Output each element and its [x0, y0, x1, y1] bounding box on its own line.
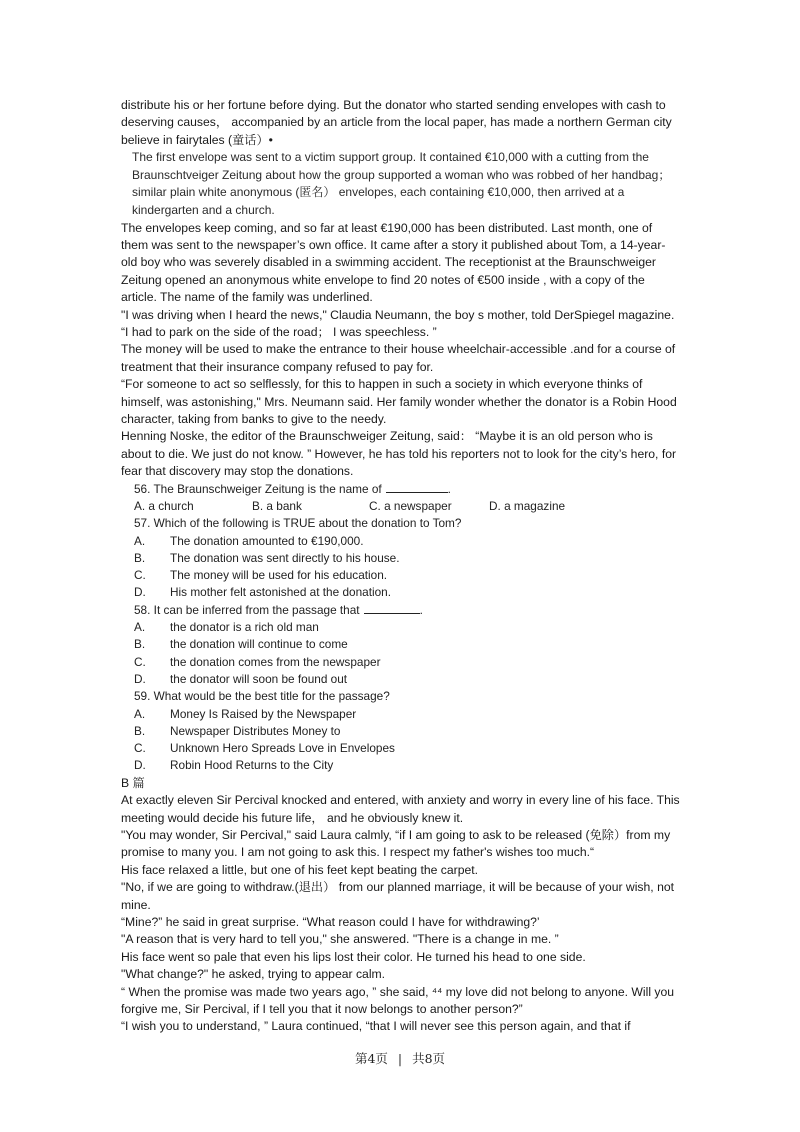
option-text: The donation was sent directly to his house. — [170, 550, 400, 565]
question-stem: 58. It can be inferred from the passage that — [134, 602, 360, 617]
passage-a-paragraph: "I was driving when I heard the news," Claudia Neumann, the boy s mother, told DerSpiegel magazine. “I had to park on the side of the road； I was speechless. ” — [121, 307, 675, 340]
passage-b-paragraph: His face went so pale that even his lips lost their color. He turned his head to one side. — [121, 949, 586, 964]
answer-blank — [386, 481, 448, 493]
question-57: 57. Which of the following is TRUE about the donation to Tom? — [134, 516, 462, 531]
option-text: The donation amounted to €190,000. — [170, 533, 364, 548]
passage-a-paragraph: The money will be used to make the entrance to their house wheelchair-accessible .and for a course of treatment that their insurance company refused to pay for. — [121, 342, 676, 374]
option — [134, 706, 681, 723]
option-text: Unknown Hero Spreads Love in Envelopes — [170, 741, 395, 756]
option-letter: A. — [134, 706, 146, 721]
option — [134, 671, 681, 688]
option-text: the donation comes from the newspaper — [170, 654, 381, 669]
option-letter: C. — [134, 741, 146, 756]
passage-a-paragraph: “For someone to act so selflessly, for this to happen in such a society in which everyone thinks of himself, was astonishing," Mrs. Neumann said. Her family wonder whether the donator is a Robin Hood character, taking from banks to give to the needy. — [121, 377, 677, 427]
passage-b-paragraph: “I wish you to understand, ” Laura continued, “that I will never see this person again, and that if — [121, 1019, 631, 1034]
option — [134, 584, 681, 601]
option-row — [134, 498, 681, 515]
option-letter: B. — [134, 637, 146, 652]
option-text: Money Is Raised by the Newspaper — [170, 706, 357, 721]
option-letter: A. — [134, 533, 146, 548]
option — [134, 619, 681, 636]
option-text: the donation will continue to come — [170, 637, 348, 652]
question-59: 59. What would be the best title for the passage? — [134, 689, 390, 704]
passage-a-paragraph: The first envelope was sent to a victim support group. It contained €10,000 with a cutting from the Braunschtveiger Zeitung about how the group supported a woman who was robbed of her handbag； similar plain white anonymous (匿名） envelopes, each containing €10,000, then arrived at a kindergarten and a church. — [132, 150, 671, 217]
passage-a-paragraph: The envelopes keep coming, and so far at least €190,000 has been distributed. Last month, one of them was sent to the newspaper’s own office. It came after a story it published about Tom, a 14-year-old boy who was severely disabled in a swimming accident. The receptionist at the Braunschweiger Zeitung opened an anonymous white envelope to find 20 notes of €500 inside , with a copy of the article. The name of the family was underlined. — [121, 220, 666, 305]
question-stem: 56. The Braunschweiger Zeitung is the name of — [134, 481, 382, 496]
option: D. a magazine — [489, 498, 566, 513]
option-text: His mother felt astonished at the donation. — [170, 585, 391, 600]
option-text: the donator will soon be found out — [170, 671, 348, 686]
option — [134, 550, 681, 567]
page-footer — [0, 1049, 800, 1067]
option — [134, 567, 681, 584]
question-58 — [134, 602, 681, 619]
option-text: the donator is a rich old man — [170, 620, 319, 635]
option-letter: D. — [134, 671, 146, 686]
page-number: 第4页 — [354, 1051, 388, 1066]
passage-a-paragraph: Henning Noske, the editor of the Braunschweiger Zeitung, said： “Maybe it is an old person who is about to die. We just do not know. ” However, he has told his reporters not to look for the city’s hero, for fear that discovery may stop the donations. — [121, 429, 677, 479]
option: B. a bank — [252, 498, 302, 513]
question-56 — [134, 481, 681, 498]
passage-b-paragraph: “ When the promise was made two years ago, ” she said, ⁴⁴ my love did not belong to anyone. Will you forgive me, Sir Percival, if I tell you that it now belongs to another person?” — [121, 984, 675, 1017]
option: C. a newspaper — [369, 498, 452, 513]
option — [134, 533, 681, 550]
option — [134, 740, 681, 757]
question-tail: . — [447, 481, 451, 496]
passage-b-paragraph: "What change?" he asked, trying to appear calm. — [121, 967, 386, 982]
answer-blank — [364, 602, 420, 614]
passage-b-paragraph: “Mine?” he said in great surprise. “What reason could I have for withdrawing?’ — [121, 914, 540, 929]
passage-b — [121, 792, 681, 1036]
passage-b-paragraph: At exactly eleven Sir Percival knocked and entered, with anxiety and worry in every line of his face. This meeting would decide his future life， and he obviously knew it. — [121, 793, 680, 825]
passage-a — [121, 97, 681, 1036]
option-text: Robin Hood Returns to the City — [170, 758, 334, 773]
option — [134, 757, 681, 774]
section-heading: B 篇 — [121, 775, 145, 790]
passage-b-paragraph: "No, if we are going to withdraw.(退出） from our planned marriage, it will be because of your wish, not mine. — [121, 880, 675, 912]
option-letter: D. — [134, 585, 146, 600]
page-total: 共8页 — [412, 1051, 446, 1066]
passage-b-paragraph: His face relaxed a little, but one of his feet kept beating the carpet. — [121, 862, 479, 877]
footer-separator: | — [397, 1051, 403, 1066]
question-tail: . — [419, 602, 423, 617]
option-text: Newspaper Distributes Money to — [170, 723, 341, 738]
option-text: The money will be used for his education. — [170, 568, 388, 583]
option: A. a church — [134, 498, 194, 513]
question-block — [121, 481, 681, 775]
option-letter: B. — [134, 550, 146, 565]
option-letter: C. — [134, 654, 146, 669]
option — [134, 723, 681, 740]
option-letter: B. — [134, 723, 146, 738]
passage-b-paragraph: "You may wonder, Sir Percival," said Laura calmly, “if I am going to ask to be released (免除）from my promise to many you. I am not going to ask this. I respect my father's wishes too much.“ — [121, 827, 671, 860]
option — [134, 636, 681, 653]
option-letter: A. — [134, 620, 146, 635]
passage-a-paragraph: distribute his or her fortune before dying. But the donator who started sending envelopes with cash to deserving causes， accompanied by an article from the local paper, has made a northern German city believe in fairytales (童话）• — [121, 98, 672, 147]
option-letter: C. — [134, 568, 146, 583]
option-letter: D. — [134, 758, 146, 773]
option — [134, 654, 681, 671]
passage-b-paragraph: "A reason that is very hard to tell you," she answered. "There is a change in me. ” — [121, 932, 559, 947]
